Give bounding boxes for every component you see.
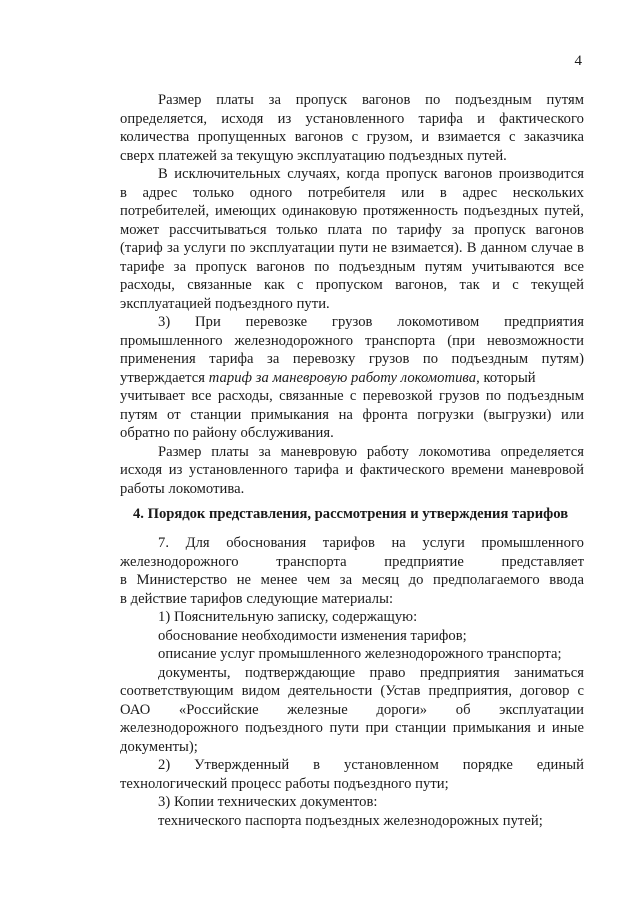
paragraph-line: тарифе за пропуск вагонов по подъездным путям учитываются все bbox=[120, 258, 584, 275]
page-number: 4 bbox=[574, 53, 582, 69]
paragraph-line: Размер платы за маневровую работу локомотива определяется bbox=[158, 443, 584, 460]
paragraph-line: В исключительных случаях, когда пропуск вагонов производится bbox=[158, 166, 584, 182]
paragraph-line: эксплуатацией подъездного пути. bbox=[120, 295, 330, 312]
paragraph-line: железнодорожного транспорта предприятие представляет bbox=[120, 553, 584, 570]
paragraph-line: может рассчитываться только плата по тарифу за пропуск вагонов bbox=[120, 221, 584, 238]
paragraph-line: обоснование необходимости изменения тарифов; bbox=[158, 627, 467, 644]
text-fragment: , который bbox=[476, 369, 536, 386]
paragraph-line: 2) Утвержденный в установленном порядке единый bbox=[158, 757, 584, 773]
paragraph-line: сверх платежей за текущую эксплуатацию подъездных путей. bbox=[120, 147, 507, 164]
paragraph-line: технологический процесс работы подъездного пути; bbox=[120, 775, 449, 792]
paragraph-line: (тариф за услуги по эксплуатации пути не взимается). В данном случае в bbox=[120, 240, 584, 256]
paragraph-line: в действие тарифов следующие материалы: bbox=[120, 590, 394, 607]
paragraph-line: промышленного железнодорожного транспорта (при невозможности bbox=[120, 332, 584, 349]
paragraph-line: описание услуг промышленного железнодорожного транспорта; bbox=[158, 646, 562, 662]
paragraph-line: учитывает все расходы, связанные с перевозкой грузов по подъездным bbox=[120, 388, 584, 404]
paragraph-line: соответствующим видом деятельности (Устав предприятия, договор с bbox=[120, 683, 584, 699]
paragraph-line: технического паспорта подъездных железнодорожных путей; bbox=[158, 812, 543, 829]
paragraph-line: исходя из установленного тарифа и фактического времени маневровой bbox=[120, 462, 584, 478]
paragraph-line: 7. Для обоснования тарифов на услуги промышленного bbox=[158, 535, 584, 551]
paragraph-line: количества пропущенных вагонов с грузом, и взимается с заказчика bbox=[120, 129, 584, 145]
paragraph-line: ОАО «Российские железные дороги» об эксплуатации bbox=[120, 701, 584, 718]
paragraph-line: Размер платы за пропуск вагонов по подъездным путям bbox=[158, 92, 584, 108]
paragraph-line: документы, подтверждающие право предприятия заниматься bbox=[158, 664, 584, 681]
emphasized-term: тариф за маневровую работу локомотива bbox=[208, 369, 477, 386]
paragraph-line: документы); bbox=[120, 738, 198, 755]
paragraph-line: путям от станции примыкания на фронта погрузки (выгрузки) или bbox=[120, 406, 584, 423]
paragraph-line: 1) Пояснительную записку, содержащую: bbox=[158, 609, 418, 625]
paragraph-line: в Министерство не менее чем за месяц до предполагаемого ввода bbox=[120, 572, 584, 588]
paragraph-line: обратно по району обслуживания. bbox=[120, 425, 334, 441]
paragraph-line: работы локомотива. bbox=[120, 480, 245, 497]
paragraph-line: потребителей, имеющих одинаковую протяженность подъездных путей, bbox=[120, 203, 584, 219]
section-4-text bbox=[120, 534, 584, 830]
paragraph-line: 3) Копии технических документов: bbox=[158, 794, 378, 810]
paragraph-line: железнодорожного подъездного пути при станции примыкания и иные bbox=[120, 720, 584, 736]
text-fragment: утверждается bbox=[120, 369, 206, 386]
section-heading: 4. Порядок представления, рассмотрения и утверждения тарифов bbox=[133, 506, 569, 522]
section-3-text bbox=[120, 91, 584, 498]
paragraph-line: расходы, связанные как с пропуском вагонов, так и с текущей bbox=[120, 277, 584, 293]
paragraph-line: 3) При перевозке грузов локомотивом предприятия bbox=[158, 314, 584, 330]
paragraph-line: определяется, исходя из установленного тарифа и фактического bbox=[120, 110, 584, 127]
paragraph-line: в адрес только одного потребителя или в адрес нескольких bbox=[120, 184, 584, 201]
paragraph-line-mixed bbox=[120, 369, 584, 388]
paragraph-line: применения тарифа за перевозку грузов по подъездным путям) bbox=[120, 351, 584, 367]
